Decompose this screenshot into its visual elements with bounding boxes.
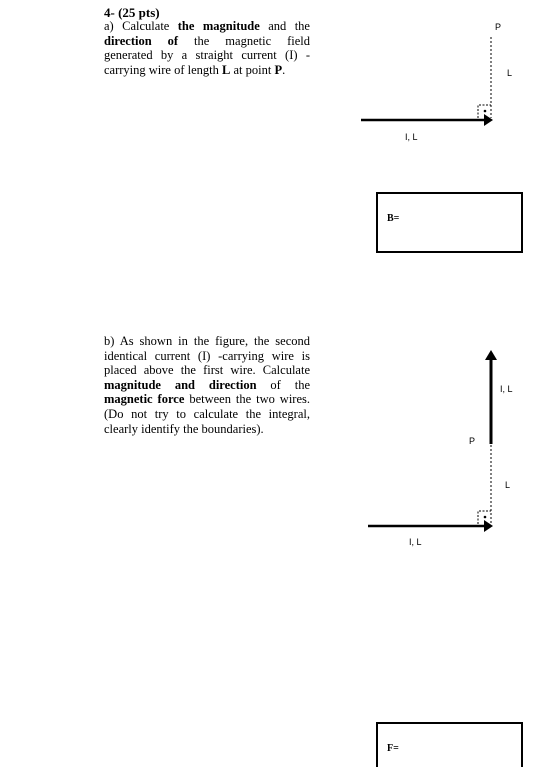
answer-box-b[interactable] [376,192,523,253]
part-a-text-2: and the [259,19,310,33]
figure-a-point-label: P [495,22,502,32]
figure-b-right-angle-dot [484,516,487,519]
part-a-bold-L: L [222,62,231,77]
part-a-text-1: a) Calculate [104,19,178,33]
figure-a-wire-arrowhead [484,114,493,126]
figure-b-wire-label: I, L [409,537,422,547]
part-b-bold-magnitude-direction: magnitude and direction [104,377,257,392]
answer-box-f-label: F= [387,743,399,754]
figure-b-lower-wire-arrowhead [484,520,493,532]
part-a-bold-direction: direction of [104,33,179,48]
figure-b-upper-wire-arrowhead [485,350,497,360]
answer-box-f[interactable] [376,722,523,767]
part-b-text-1: b) As shown in the figure, the second identical current (I) -carrying wire is placed above the first wire. Calculate [104,334,310,378]
figure-b [368,350,497,532]
part-a-text-4: at point [230,62,275,77]
figure-a [361,37,493,126]
figure-a-length-label: L [507,68,513,78]
figure-b-point-label: P [469,436,476,446]
part-b-bold-magnetic-force: magnetic force [104,392,185,407]
part-a-text-3: the magnetic field generated by a straight current (I) -carrying wire of length [104,33,310,77]
part-a-text-5: . [282,62,286,77]
figure-a-right-angle-dot [484,110,487,113]
part-b-text-3: between the two wires. (Do not try to calculate the integral, clearly identify the boundaries). [104,392,310,436]
answer-box-b-label: B= [387,213,400,224]
figure-a-wire-label: I, L [405,132,418,142]
question-header: 4- (25 pts) [104,5,160,20]
part-b-text-2: of the [256,377,310,392]
part-a-bold-P: P [274,62,283,77]
part-a-bold-magnitude: the magnitude [177,19,260,33]
figure-b-length-label: L [505,480,511,490]
figure-b-upper-wire-label: I, L [500,384,513,394]
